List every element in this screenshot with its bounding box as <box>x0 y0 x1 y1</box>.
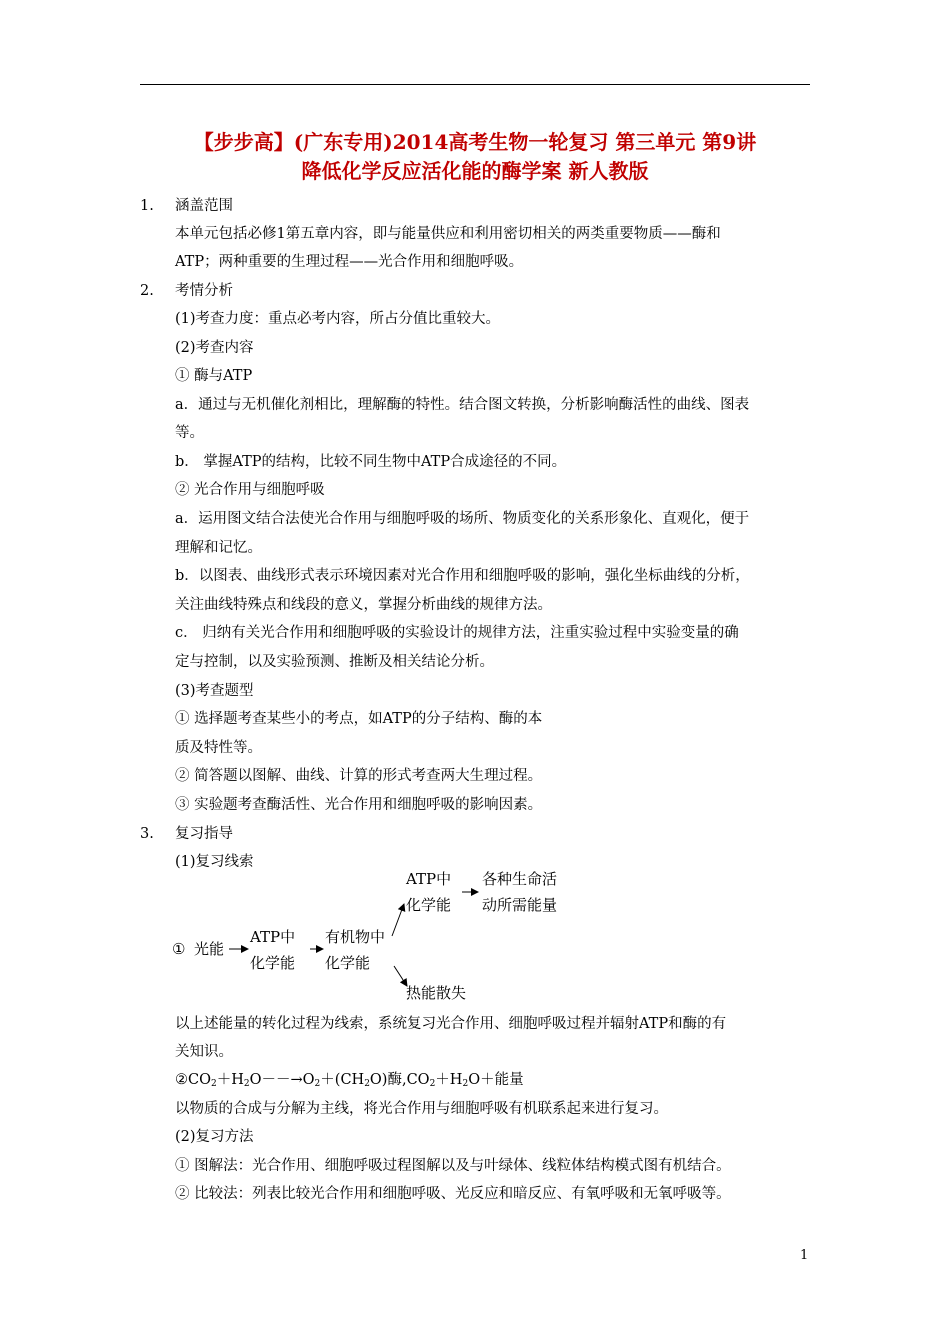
paragraph: 理解和记忆。 <box>175 540 262 556</box>
document-title <box>140 128 810 186</box>
arrow-organic-to-atp <box>392 904 404 936</box>
section-1-number: 1. <box>140 198 154 214</box>
paragraph: 关知识。 <box>175 1044 233 1060</box>
diagram-node-organic-a: 有机物中 <box>325 928 386 946</box>
diagram-node-organic-b: 化学能 <box>325 954 371 972</box>
header-rule <box>140 84 810 85</box>
paragraph: 质及特性等。 <box>175 740 262 756</box>
paragraph: c． 归纳有关光合作用和细胞呼吸的实验设计的规律方法，注重实验过程中实验变量的确 <box>175 625 739 641</box>
section-2-heading: 考情分析 <box>175 283 233 299</box>
diagram-node-atp-2b: 化学能 <box>406 896 452 914</box>
diagram-node-atp-1b: 化学能 <box>250 954 296 972</box>
diagram-node-life-a: 各种生命活 <box>482 870 558 888</box>
energy-flow-diagram <box>172 862 592 1012</box>
paragraph: 以上述能量的转化过程为线索，系统复习光合作用、细胞呼吸过程并辐射ATP和酶的有 <box>175 1016 727 1032</box>
paragraph: 定与控制，以及实验预测、推断及相关结论分析。 <box>175 654 494 670</box>
reaction-equation: $②CO_2+H_2O--\to O_2+(CH_2O)$酶$,CO_2+H_2O+$能量 <box>175 1072 524 1089</box>
paragraph: (2)考查内容 <box>175 340 254 356</box>
title-line-1: 【步步高】(广东专用)2014高考生物一轮复习 第三单元 第9讲 <box>193 130 757 154</box>
paragraph: a．通过与无机催化剂相比，理解酶的特性。结合图文转换，分析影响酶活性的曲线、图表 <box>175 397 750 413</box>
paragraph: b． 掌握ATP的结构，比较不同生物中ATP合成途径的不同。 <box>175 454 567 470</box>
paragraph: (1)考查力度：重点必考内容，所占分值比重较大。 <box>175 311 501 327</box>
paragraph: b．以图表、曲线形式表示环境因素对光合作用和细胞呼吸的影响，强化坐标曲线的分析， <box>175 568 750 584</box>
paragraph: ② 光合作用与细胞呼吸 <box>175 482 325 498</box>
paragraph: ① 酶与ATP <box>175 368 253 384</box>
diagram-node-life-b: 动所需能量 <box>482 896 558 914</box>
section-2-number: 2. <box>140 283 154 299</box>
title-line-2: 降低化学反应活化能的酶学案 新人教版 <box>301 159 649 183</box>
paragraph: ① 选择题考查某些小的考点，如ATP的分子结构、酶的本 <box>175 711 543 727</box>
section-3-number: 3. <box>140 826 154 842</box>
diagram-node-atp-2a: ATP中 <box>406 870 452 888</box>
paragraph: ② 比较法：列表比较光合作用和细胞呼吸、光反应和暗反应、有氧呼吸和无氧呼吸等。 <box>175 1186 731 1202</box>
paragraph: (3)考查题型 <box>175 683 254 699</box>
paragraph: 关注曲线特殊点和线段的意义，掌握分析曲线的规律方法。 <box>175 597 552 613</box>
paragraph: a．运用图文结合法使光合作用与细胞呼吸的场所、物质变化的关系形象化、直观化，便于 <box>175 511 750 527</box>
page-number: 1 <box>800 1248 809 1263</box>
paragraph: ② 简答题以图解、曲线、计算的形式考查两大生理过程。 <box>175 768 543 784</box>
paragraph: (1)复习线索 <box>175 854 254 870</box>
section-1-heading: 涵盖范围 <box>175 198 233 214</box>
paragraph: 以物质的合成与分解为主线，将光合作用与细胞呼吸有机联系起来进行复习。 <box>175 1101 668 1117</box>
paragraph: ① 图解法：光合作用、细胞呼吸过程图解以及与叶绿体、线粒体结构模式图有机结合。 <box>175 1158 731 1174</box>
diagram-node-atp-1a: ATP中 <box>250 928 296 946</box>
paragraph: (2)复习方法 <box>175 1129 254 1145</box>
paragraph: 等。 <box>175 425 204 441</box>
diagram-node-light: 光能 <box>194 940 225 958</box>
paragraph: ATP；两种重要的生理过程——光合作用和细胞呼吸。 <box>175 254 524 270</box>
paragraph: 本单元包括必修1第五章内容，即与能量供应和利用密切相关的两类重要物质——酶和 <box>175 226 721 242</box>
section-3-heading: 复习指导 <box>175 826 233 842</box>
paragraph: ③ 实验题考查酶活性、光合作用和细胞呼吸的影响因素。 <box>175 797 543 813</box>
diagram-marker: ① <box>172 940 186 958</box>
diagram-node-heat: 热能散失 <box>406 984 467 1002</box>
